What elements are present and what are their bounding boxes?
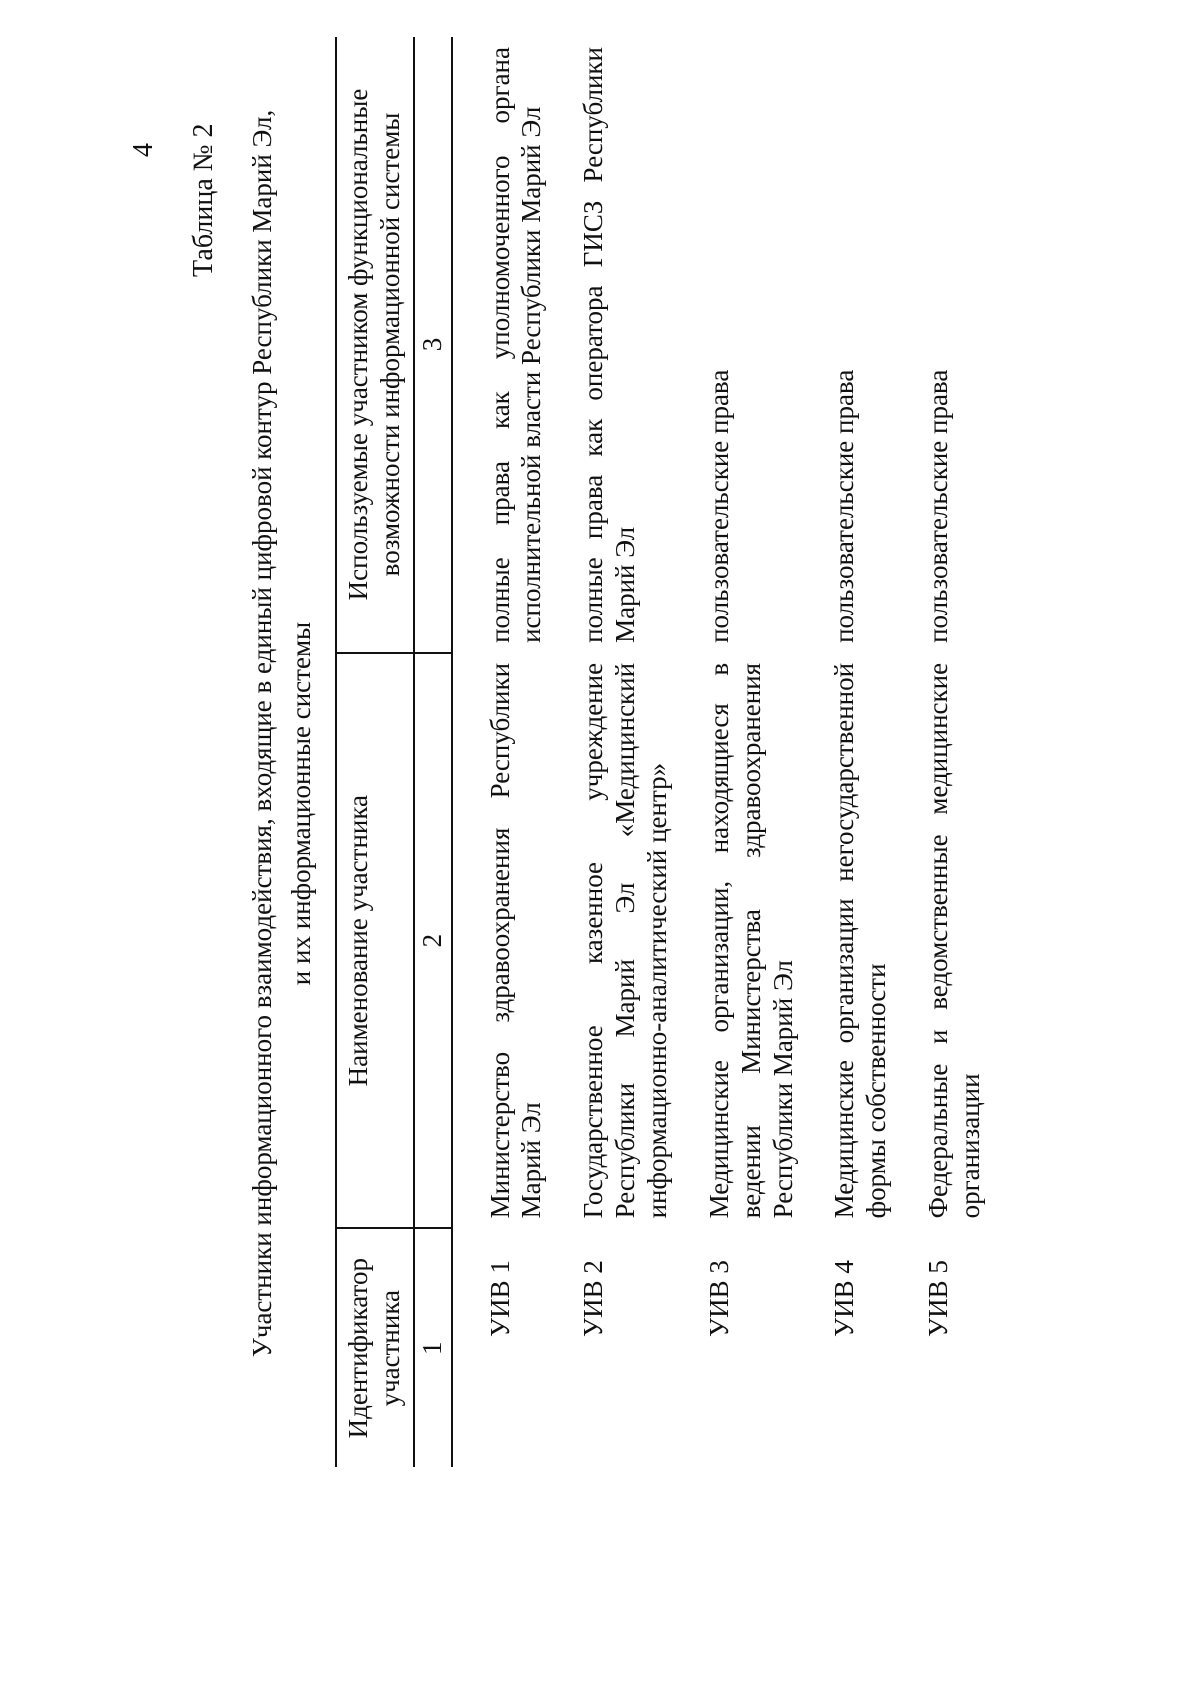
participant-rights: полные права как оператора ГИСЗ Республики Марий Эл — [578, 47, 641, 643]
header-participant-name: Наименование участника — [336, 653, 414, 1228]
participant-rights: пользовательские права — [923, 369, 954, 643]
participant-id: УИВ 2 — [578, 1260, 609, 1337]
participant-id: УИВ 3 — [703, 1260, 734, 1337]
header-participant-id: Идентификатор участника — [336, 1228, 414, 1467]
participant-id: УИВ 1 — [484, 1260, 515, 1337]
participant-id: УИВ 5 — [923, 1260, 954, 1337]
table-label: Таблица № 2 — [188, 123, 219, 277]
participant-rights: пользовательские права — [703, 369, 734, 643]
participant-rights: полные права как уполномоченного органа исполнительной власти Республики Марий Эл — [484, 47, 547, 643]
participant-rights: пользовательские права — [829, 369, 860, 643]
page-number: 4 — [128, 143, 159, 157]
column-number: 3 — [414, 37, 452, 653]
table-title-line-2: и их информационные системы — [286, 621, 316, 986]
participant-name: Медицинские организации негосударственной формы собственности — [829, 662, 892, 1219]
participant-name: Медицинские организации, находящиеся в ведении Министерства здравоохранения Республики Марий Эл — [703, 662, 798, 1219]
table-title-line-1: Участники информационного взаимодействия, входящие в единый цифровой контур Республики Марий Эл, — [247, 109, 277, 1358]
participant-name: Министерство здравоохранения Республики Марий Эл — [484, 662, 547, 1219]
header-functional-capabilities: Используемые участником функциональные возможности информационной системы — [336, 37, 414, 653]
table-header-row — [336, 37, 414, 1467]
participants-table — [335, 37, 1009, 1467]
table-spacer — [452, 37, 477, 1467]
table-row — [696, 37, 822, 1467]
participant-name: Федеральные и ведомственные медицинские организации — [923, 662, 986, 1219]
participant-name: Государственное казенное учреждение Республики Марий Эл «Медицинский информационно-аналитический центр» — [578, 662, 673, 1219]
table-row — [915, 37, 1009, 1467]
column-number: 1 — [414, 1228, 452, 1467]
table-row — [821, 37, 915, 1467]
table-row — [477, 37, 571, 1467]
participant-id: УИВ 4 — [829, 1260, 860, 1337]
column-number: 2 — [414, 653, 452, 1228]
column-number-row — [414, 37, 452, 1467]
table-row — [570, 37, 696, 1467]
